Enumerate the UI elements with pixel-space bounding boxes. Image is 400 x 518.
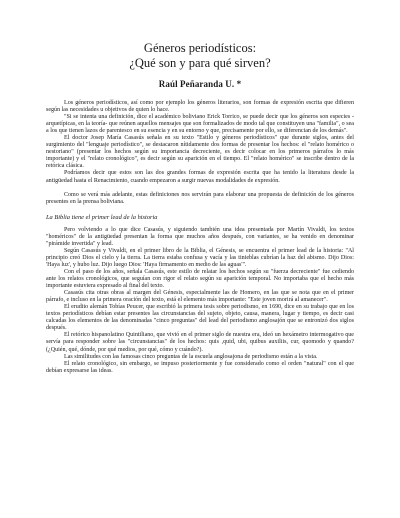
paragraph: "Si se intenta una definición, dice el académico boliviano Erick Torrico, se puede decir que los géneros son especies -arquetípicas, en la teoría- que reúnen aquellos mensajes que son formalizados de modo tal que constituyen una "familia", o sea a los que tienen lazos de parentesco en su esencia y en su entorno y que, precisamente por ello, se diferencian de los demás". (46, 114, 354, 135)
paragraph: Pero volviendo a lo que dice Casasús, y siguiendo también una idea presentada por Martín Vivaldi, los textos "homéricos" de la antigüedad presentan la forma que muchos años después, con variantes, se ha venido en denominar "pirámide invertida" y lead. (46, 226, 354, 247)
paragraph: Con el paso de los años, señala Casasús, este estilo de relatar los hechos según su "fuerza decreciente" fue cediendo ante los relatos cronológicos, que seguían con rigor el relato según su aparición temporal. No importaba que el hecho más importante estuviera expresado al final del texto. (46, 268, 354, 290)
paragraph: El erudito alemán Tobías Peucer, que escribió la primera tesis sobre periodismo, en 1690, dice en su trabajo que en los textos periodísticos debían estar presentes las circunstancias del sujeto, objeto, causa, manera, lugar y tiempo, es decir casi calcadas los elementos de las denominadas "cinco preguntas" del lead del periodismo anglosajón que se entronizó dos siglos después. (46, 304, 354, 332)
paragraph: Podríamos decir que estos son las dos grandes formas de expresión escrita que ha tenido la literatura desde la antigüedad hasta el Renacimiento, cuando empezaron a surgir nuevas modalidades de expresión. (46, 170, 354, 184)
author-line: Raúl Peñaranda U. * (158, 79, 242, 89)
document-body (46, 100, 354, 375)
section-heading: La Biblia tiene el primer lead de la historia (46, 213, 158, 221)
title-line-1: Géneros periodísticos: (143, 41, 257, 55)
paragraph: Como se verá más adelante, estas definiciones nos servirán para elaborar una propuesta de definición de los géneros presentes en la prensa boliviana. (46, 191, 354, 205)
paragraph: Según Casasús y Vivaldi, en el primer libro de la Biblia, el Génesis, se encuentra el primer lead de la historia: "Al principio creó Dios el cielo y la tierra. La tierra estaba confusa y vacía y las tinieblas cubrían la haz del abismo. Dijo Dios: 'Haya luz', y hubo luz. Dijo luego Dios: 'Haya firmamento en medio de las aguas'". (46, 247, 354, 268)
paragraph: El relato cronológico, sin embargo, se impuso posteriormente y fue considerado como el orden "natural" con el que debían expresarse las ideas. (46, 360, 354, 374)
title-line-2: ¿Qué son y para qué sirven? (129, 56, 271, 70)
paragraph: El retórico hispanolatino Quintiliano, que vivió en el primer siglo de nuestra era, ideó un hexámetro intermogativo que servía para responder sobre las "circunstancias" de los hechos: quis ,quid, ubi, quibus auxiliis, cur, quomodo y quando? (¿Quién, qué, dónde, por qué medios, por qué, cómo y cuándo?). (46, 332, 354, 353)
title-block (0, 41, 400, 71)
paragraph: Los géneros periodísticos, así como por ejemplo los géneros literarios, son formas de expresión escrita que difieren según las necesidades u objetivos de quien lo hace. (46, 100, 354, 114)
paragraph: El doctor Josep María Casasús señala en su texto "Estilo y géneros periodísticos" que durante siglos, antes del surgimiento del "lenguaje periodístico", se destacaron nítidamente dos formas de presentar los hechos: el "relato homérico o nestoriano" (presentar los hechos según su importancia decreciente, es decir colocar en los primeros párrafos lo más importante) y el "relato cronológico", es decir según su aparición en el tiempo. El "relato homérico" se inscribe dentro de la retórica clásica. (46, 135, 354, 170)
paragraph: Las similitudes con las famosas cinco preguntas de la escuela anglosajona de periodismo están a la vista. (64, 353, 318, 360)
paragraph: Casasús cita otras obras al margen del Génesis, especialmente las de Homero, en las que se nota que en el primer párrafo, e incluso en la primera oración del texto, está el elemento más importante: "Este joven morirá al amanecer". (46, 290, 354, 304)
